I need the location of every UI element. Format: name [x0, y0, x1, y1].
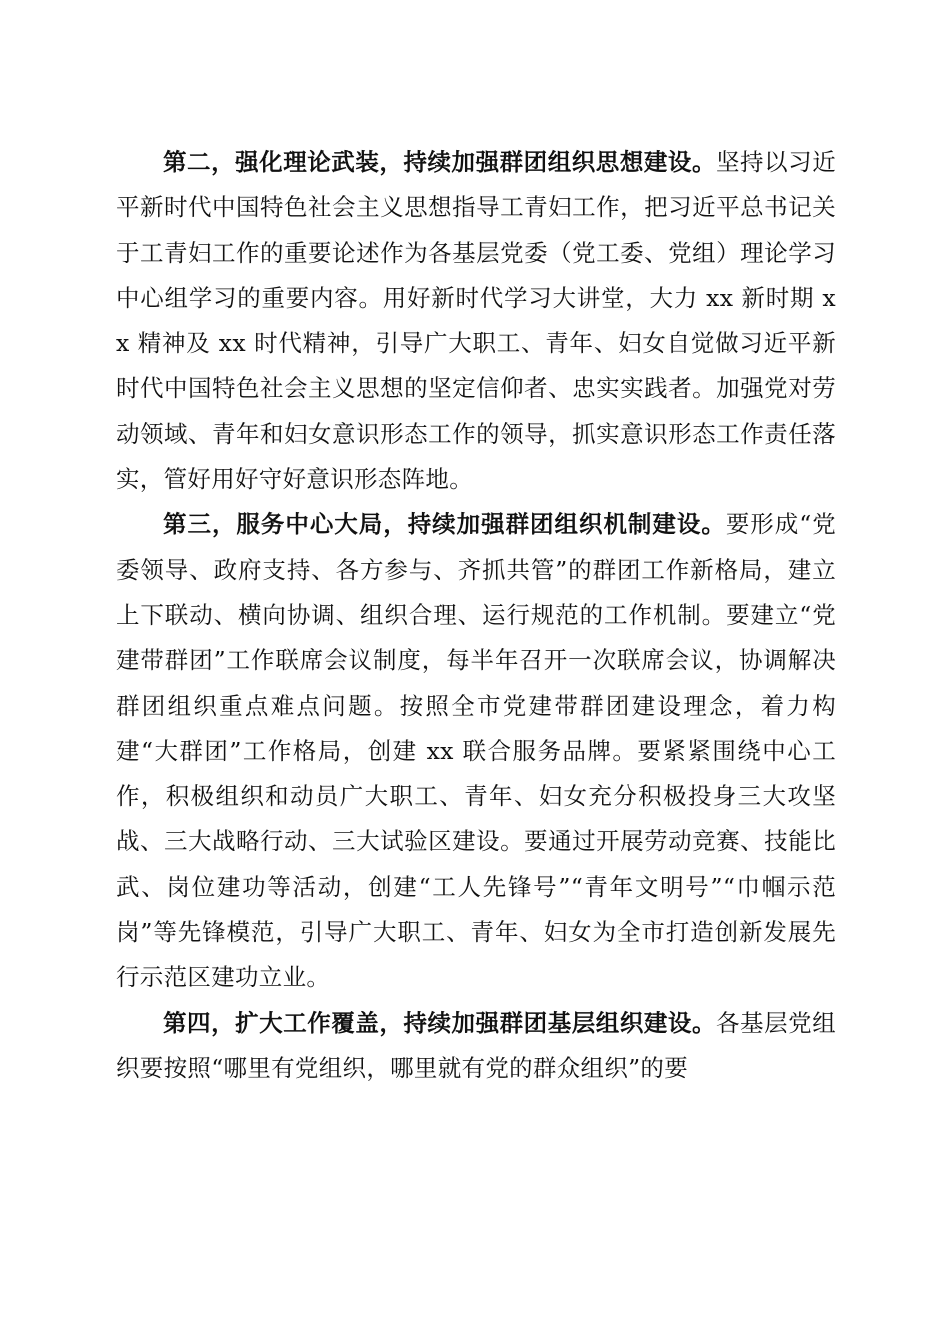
paragraph-2-heading: 第二，强化理论武装，持续加强群团组织思想建设。 [163, 148, 717, 176]
paragraph-4-text: 各基层党组织要按照“哪里有党组织，哪里就有党的群众组织”的要 [116, 1008, 836, 1082]
paragraph-3-text: 要形成“党委领导、政府支持、各方参与、齐抓共管”的群团工作新格局，建立上下联动、横向协调、组织合理、运行规范的工作机制。要建立“党建带群团”工作联席会议制度，每半年召开一次联席会议，协调解决群团组织重点难点问题。按照全市党建带群团建设理念，着力构建“大群团”工作格局，创建 xx 联合服务品牌。要紧紧围绕中心工作，积极组织和动员广大职工、青年、妇女充分积极投身三大攻坚战、三大战略行动、三大试验区建设。要通过开展劳动竞赛、技能比武、岗位建功等活动，创建“工人先锋号”“青年文明号”“巾帼示范岗”等先锋模范，引导广大职工、青年、妇女为全市打造创新发展先行示范区建功立业。 [116, 510, 837, 992]
paragraph-2 [116, 140, 836, 502]
paragraph-2-text: 坚持以习近平新时代中国特色社会主义思想指导工青妇工作，把习近平总书记关于工青妇工作的重要论述作为各基层党委（党工委、党组）理论学习中心组学习的重要内容。用好新时代学习大讲堂，大力 xx 新时期 xx 精神及 xx 时代精神，引导广大职工、青年、妇女自觉做习近平新时代中国特色社会主义思想的坚定信仰者、忠实实践者。加强党对劳动领域、青年和妇女意识形态工作的领导，抓实意识形态工作责任落实，管好用好守好意识形态阵地。 [116, 148, 836, 494]
paragraph-4 [116, 1001, 836, 1092]
paragraph-4-heading: 第四，扩大工作覆盖，持续加强群团基层组织建设。 [163, 1008, 717, 1037]
paragraph-3-heading: 第三，服务中心大局，持续加强群团组织机制建设。 [163, 510, 726, 539]
document-body [116, 140, 836, 1091]
paragraph-3 [116, 502, 836, 1000]
